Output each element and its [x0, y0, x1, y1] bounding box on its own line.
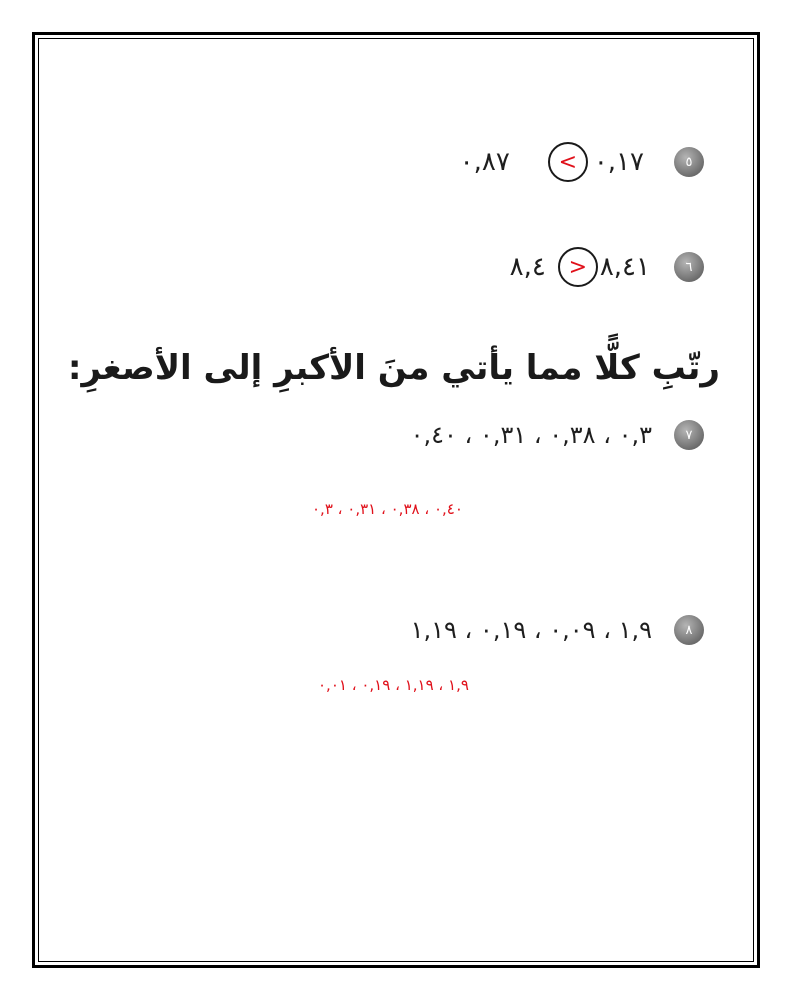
exercise-7-answer: ٠,٤٠ ، ٠,٣٨ ، ٠,٣١ ، ٠,٣ — [312, 500, 463, 518]
exercise-badge-7: ٧ — [674, 420, 704, 450]
exercise-7-numbers: ٠,٣ ، ٠,٣٨ ، ٠,٣١ ، ٠,٤٠ — [410, 421, 652, 449]
exercise-badge-5: ٥ — [674, 147, 704, 177]
exercise-8-numbers: ١,٩ ، ٠,٠٩ ، ٠,١٩ ، ١,١٩ — [410, 616, 652, 644]
exercise-badge-6: ٦ — [674, 252, 704, 282]
exercise-5-right-value: ٠,٨٧ — [459, 147, 510, 177]
exercise-6-comparison-circle[interactable] — [558, 247, 598, 287]
ordering-instruction-heading: رتّبِ كلًّا مما يأتي منَ الأكبرِ إلى الأصغرِ: — [67, 348, 720, 388]
exercise-8 — [411, 615, 704, 645]
exercise-7 — [411, 420, 704, 450]
exercise-6 — [510, 247, 704, 287]
exercise-5 — [460, 142, 704, 182]
exercise-5-left-value: ٠,١٧ — [593, 147, 644, 177]
exercise-5-comparison-circle[interactable] — [548, 142, 588, 182]
exercise-6-left-value: ٨,٤١ — [599, 252, 650, 282]
exercise-6-right-value: ٨,٤ — [509, 252, 546, 282]
exercise-5-symbol: > — [558, 149, 578, 175]
exercise-badge-8: ٨ — [674, 615, 704, 645]
exercise-6-symbol: < — [568, 254, 588, 280]
exercise-8-answer: ١,٩ ، ١,١٩ ، ٠,١٩ ، ٠,٠١ — [318, 676, 469, 694]
